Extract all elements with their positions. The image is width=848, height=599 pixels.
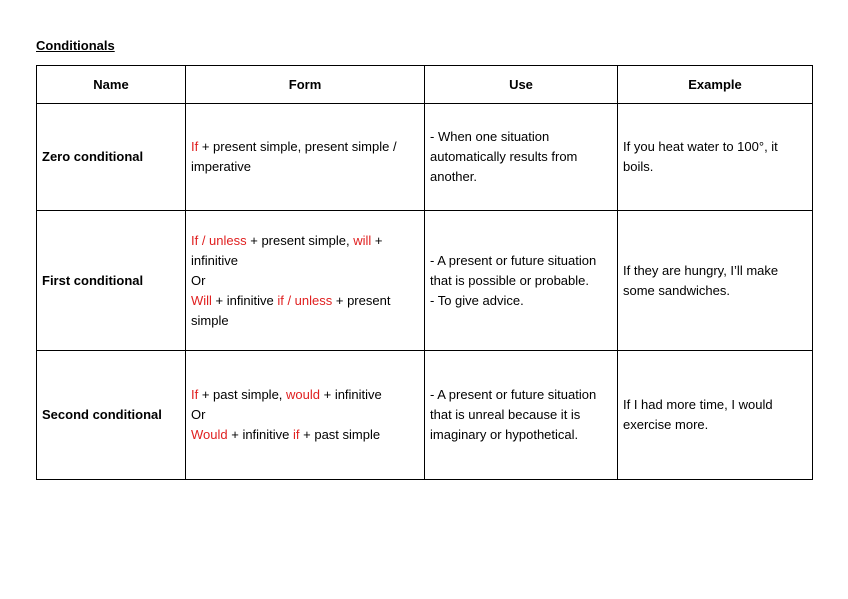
header-form: Form xyxy=(186,66,425,104)
header-example: Example xyxy=(618,66,813,104)
form-keyword: Would xyxy=(191,427,228,442)
name-cell: First conditional xyxy=(37,211,186,351)
form-line xyxy=(191,405,419,425)
form-keyword: if / unless xyxy=(277,292,333,308)
conditionals-table xyxy=(36,65,813,480)
form-line xyxy=(191,385,419,405)
form-keyword: If xyxy=(191,387,199,402)
header-use: Use xyxy=(425,66,618,104)
example-cell: If they are hungry, I’ll make some sandwiches. xyxy=(618,211,813,351)
use-line: - A present or future situation that is unreal because it is imaginary or hypothetical. xyxy=(430,387,597,442)
form-keyword: Will xyxy=(191,292,212,308)
form-cell xyxy=(186,211,425,351)
form-line xyxy=(191,425,419,445)
form-text: + present simple xyxy=(191,292,391,328)
form-line xyxy=(191,231,419,271)
use-cell xyxy=(425,351,618,480)
form-line xyxy=(191,291,419,331)
document-title: Conditionals xyxy=(36,38,115,53)
form-text: + present simple, present simple / imperative xyxy=(191,139,397,174)
form-text: + past simple xyxy=(299,427,381,442)
use-cell xyxy=(425,104,618,211)
example-cell: If you heat water to 100°, it boils. xyxy=(618,104,813,211)
form-text: + infinitive xyxy=(191,232,383,268)
form-text: Or xyxy=(191,407,206,422)
name-cell: Zero conditional xyxy=(37,104,186,211)
table-row xyxy=(37,104,813,211)
form-keyword: would xyxy=(286,387,320,402)
form-line xyxy=(191,271,419,291)
form-line xyxy=(191,137,419,177)
table-row xyxy=(37,211,813,351)
form-cell xyxy=(186,351,425,480)
name-cell: Second conditional xyxy=(37,351,186,480)
form-text: + infinitive xyxy=(320,387,382,402)
use-line: - To give advice. xyxy=(430,292,524,308)
form-text: Or xyxy=(191,272,206,288)
form-text: + infinitive xyxy=(211,292,278,308)
form-text: + present simple, xyxy=(246,232,354,248)
header-row xyxy=(37,66,813,104)
form-keyword: will xyxy=(353,232,372,248)
table-row xyxy=(37,351,813,480)
form-keyword: if xyxy=(293,427,300,442)
form-cell xyxy=(186,104,425,211)
header-name: Name xyxy=(37,66,186,104)
use-line: - A present or future situation that is possible or probable. xyxy=(430,252,597,288)
example-cell: If I had more time, I would exercise more. xyxy=(618,351,813,480)
form-text: + past simple, xyxy=(198,387,287,402)
form-keyword: If xyxy=(191,139,199,154)
use-line: - When one situation automatically results from another. xyxy=(430,129,578,184)
form-text: + infinitive xyxy=(227,427,294,442)
form-keyword: If / unless xyxy=(191,232,247,248)
use-cell xyxy=(425,211,618,351)
